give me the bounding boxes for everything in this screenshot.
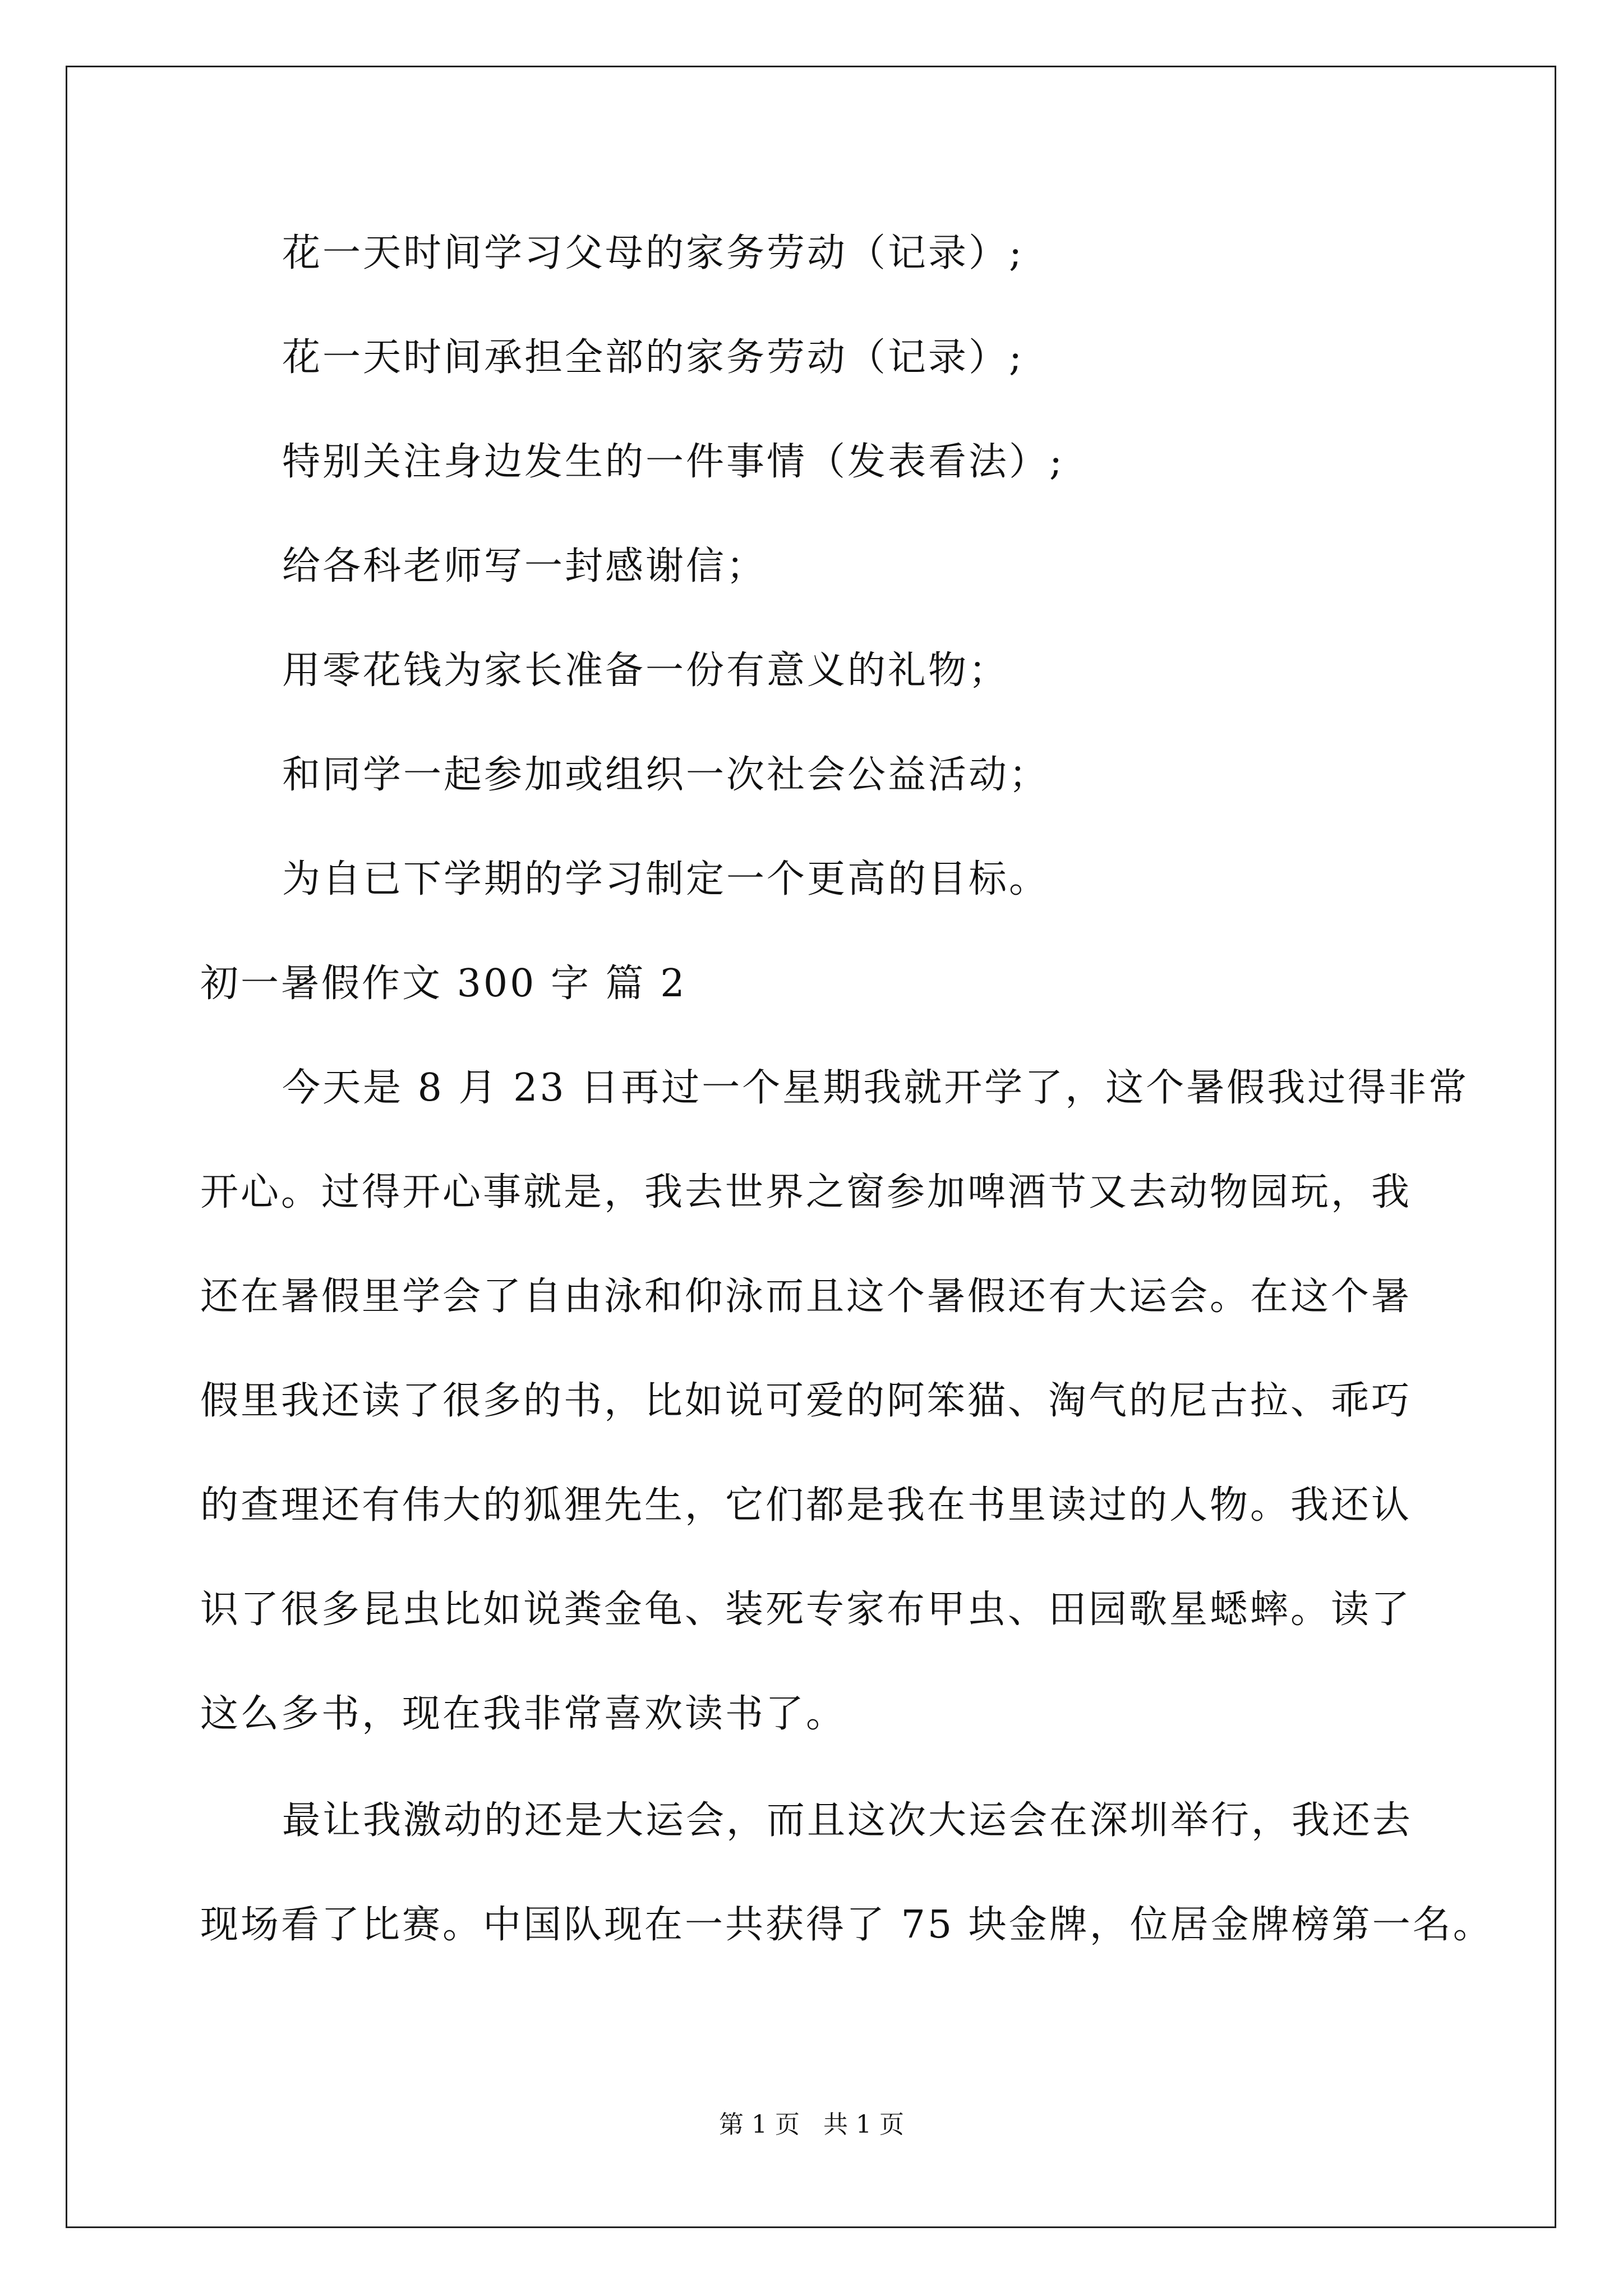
paragraph-line: 今天是 8 月 23 日再过一个星期我就开学了，这个暑假我过得非常 bbox=[282, 1066, 1469, 1110]
paragraph-line: 的查理还有伟大的狐狸先生，它们都是我在书里读过的人物。我还认 bbox=[200, 1483, 1412, 1527]
paragraph-line: 假里我还读了很多的书，比如说可爱的阿笨猫、淘气的尼古拉、乖巧 bbox=[200, 1379, 1412, 1423]
list-item: 用零花钱为家长准备一份有意义的礼物； bbox=[282, 648, 1009, 693]
paragraph-line: 现场看了比赛。中国队现在一共获得了 75 块金牌，位居金牌榜第一名。 bbox=[200, 1903, 1493, 1947]
list-item: 特别关注身边发生的一件事情（发表看法）; bbox=[282, 440, 1064, 484]
page-total: 共 1 页 bbox=[823, 2110, 904, 2139]
page-number: 第 1 页 bbox=[719, 2110, 800, 2139]
section-heading: 初一暑假作文 300 字 篇 2 bbox=[200, 961, 687, 1006]
list-item: 花一天时间承担全部的家务劳动（记录）; bbox=[282, 335, 1024, 380]
list-item: 和同学一起参加或组织一次社会公益活动； bbox=[282, 753, 1050, 797]
paragraph-line: 最让我激动的还是大运会，而且这次大运会在深圳举行，我还去 bbox=[282, 1798, 1413, 1843]
list-item: 给各科老师写一封感谢信； bbox=[282, 544, 767, 588]
page-footer bbox=[0, 2108, 1623, 2142]
paragraph-line: 这么多书，现在我非常喜欢读书了。 bbox=[200, 1692, 847, 1736]
paragraph-line: 开心。过得开心事就是，我去世界之窗参加啤酒节又去动物园玩，我 bbox=[200, 1170, 1412, 1214]
list-item: 为自已下学期的学习制定一个更高的目标。 bbox=[282, 857, 1050, 901]
list-item: 花一天时间学习父母的家务劳动（记录）; bbox=[282, 231, 1024, 275]
paragraph-line: 识了很多昆虫比如说粪金龟、装死专家布甲虫、田园歌星蟋蟀。读了 bbox=[200, 1588, 1412, 1632]
paragraph-line: 还在暑假里学会了自由泳和仰泳而且这个暑假还有大运会。在这个暑 bbox=[200, 1274, 1412, 1319]
